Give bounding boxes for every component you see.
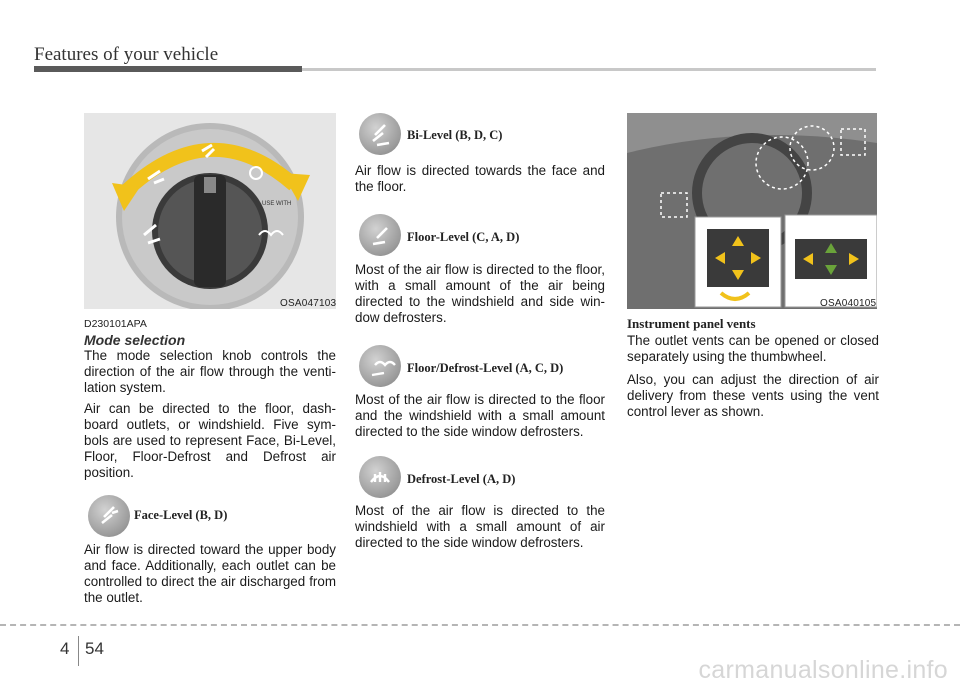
figure-caption-knob: OSA047103	[280, 298, 337, 309]
bi-level-label: Bi-Level (B, D, C)	[407, 128, 503, 142]
bi-level-text: Air flow is directed towards the face and the floor.	[355, 163, 605, 194]
page-header-title: Features of your vehicle	[34, 44, 219, 65]
floor-level-icon	[359, 214, 401, 256]
section-title-mode-selection: Mode selection	[84, 332, 186, 348]
face-level-icon	[88, 495, 130, 537]
mode-selection-para2: Air can be directed to the floor, dash-board outlets, or windshield. Five sym-bols are used to represent Face, Bi-Level, Floor, Floor-Defrost and Defrost air position.	[84, 401, 336, 480]
instrument-panel-vents-figure	[627, 113, 877, 309]
face-level-text: Air flow is directed toward the upper body and face. Additionally, each outlet can be controlled to direct the air discharged from the outlet.	[84, 542, 336, 605]
footer-rule	[0, 624, 960, 626]
bi-level-icon	[359, 113, 401, 155]
face-level-label: Face-Level (B, D)	[134, 508, 228, 522]
floor-defrost-level-text: Most of the air flow is directed to the floor and the windshield with a small amount directed to the side window defrosters.	[355, 392, 605, 439]
section-code: D230101APA	[84, 318, 147, 330]
floor-defrost-level-label: Floor/Defrost-Level (A, C, D)	[407, 361, 564, 375]
mode-selection-para1: The mode selection knob controls the direction of the air flow through the venti-lation system.	[84, 348, 336, 395]
dashboard-vents-illustration	[627, 113, 877, 309]
instrument-panel-vents-para2: Also, you can adjust the direction of air delivery from these vents using the vent control lever as shown.	[627, 372, 879, 419]
defrost-level-label: Defrost-Level (A, D)	[407, 472, 516, 486]
floor-level-text: Most of the air flow is directed to the floor, with a small amount of the air being directed to the windshield and side win-dow defrosters.	[355, 262, 605, 325]
mode-knob-illustration	[84, 113, 336, 309]
header-rule-accent	[34, 66, 302, 72]
instrument-panel-vents-para1: The outlet vents can be opened or closed separately using the thumbwheel.	[627, 333, 879, 364]
floor-level-label: Floor-Level (C, A, D)	[407, 230, 520, 244]
mode-knob-figure	[84, 113, 336, 309]
floor-defrost-level-icon	[359, 345, 401, 387]
instrument-panel-vents-title: Instrument panel vents	[627, 316, 756, 331]
figure-caption-vents: OSA040105	[820, 298, 877, 309]
knob-use-with-label: USE WITH	[262, 201, 292, 207]
page-number: 54	[85, 639, 104, 658]
page-number-divider	[78, 636, 79, 666]
defrost-level-icon	[359, 456, 401, 498]
chapter-number: 4	[60, 639, 70, 658]
watermark: carmanualsonline.info	[698, 656, 948, 684]
defrost-level-text: Most of the air flow is directed to the windshield with a small amount of air directed to the side window defrosters.	[355, 503, 605, 550]
